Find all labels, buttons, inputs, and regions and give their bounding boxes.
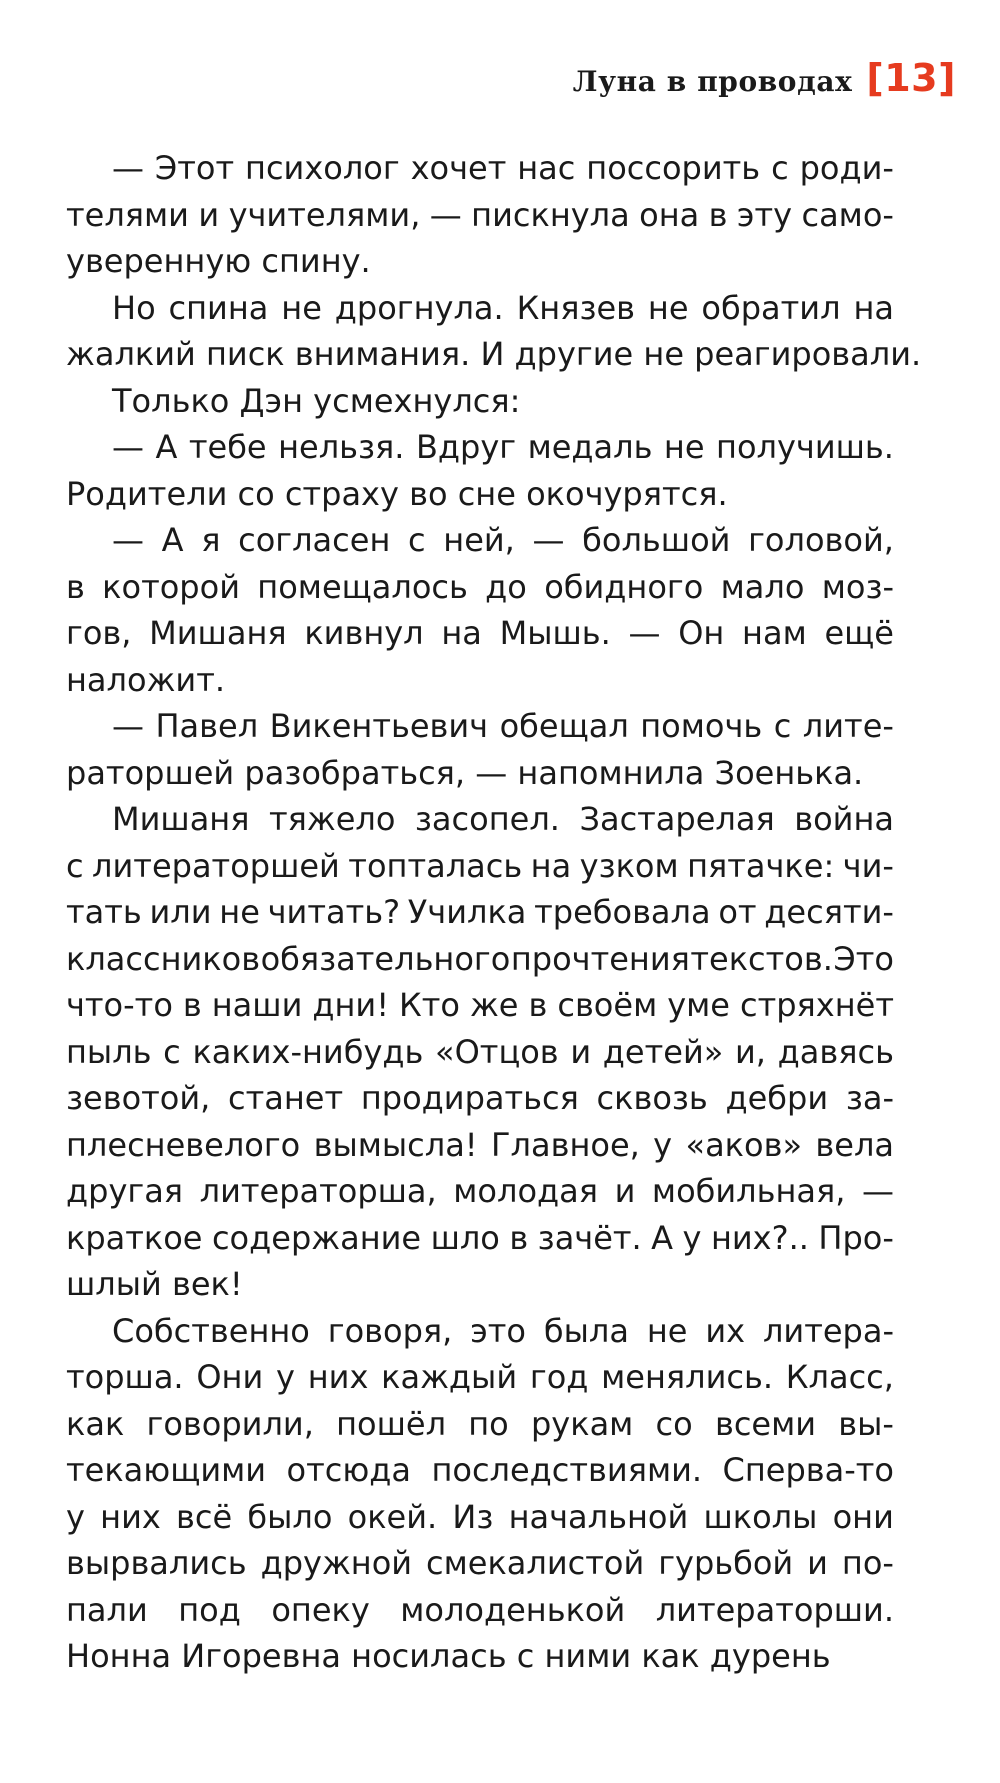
text-line: с литераторшей топталась на узком пятачке: чи- bbox=[66, 846, 894, 885]
paragraph bbox=[66, 145, 894, 285]
paragraph bbox=[66, 1308, 894, 1680]
text-line: — Павел Викентьевич обещал помочь с лите- bbox=[112, 707, 894, 745]
text-line: вырвались дружной смекалистой гурьбой и по- bbox=[66, 1544, 894, 1582]
text-line: пыль с каких-нибудь «Отцов и детей» и, давясь bbox=[66, 1032, 894, 1071]
paragraph bbox=[66, 703, 894, 796]
text-line: — А я согласен с ней, — большой головой, bbox=[112, 521, 894, 559]
text-line: шлый век! bbox=[66, 1265, 243, 1303]
text-line: раторшей разобраться, — напомнила Зоенька. bbox=[66, 753, 864, 792]
paragraph bbox=[66, 378, 894, 425]
running-title: Луна в проводах bbox=[572, 65, 853, 98]
body-text bbox=[66, 145, 922, 1680]
running-header bbox=[573, 56, 956, 100]
text-line: Собственно говоря, это была не их литера- bbox=[112, 1311, 894, 1350]
text-line: что-то в наши дни! Кто же в своём уме стряхнёт bbox=[66, 986, 894, 1024]
text-line: торша. Они у них каждый год менялись. Класс, bbox=[66, 1358, 894, 1396]
text-line: наложит. bbox=[66, 660, 225, 699]
text-line: Но спина не дрогнула. Князев не обратил на bbox=[112, 288, 894, 327]
text-line: текающими отсюда последствиями. Сперва-то bbox=[66, 1451, 894, 1489]
text-line: Только Дэн усмехнулся: bbox=[112, 381, 521, 420]
text-line: плесневелого вымысла! Главное, у «аков» вела bbox=[66, 1125, 894, 1164]
text-line: краткое содержание шло в зачёт. А у них?.. Про- bbox=[66, 1218, 894, 1257]
text-line: Мишаня тяжело засопел. Застарелая война bbox=[112, 800, 894, 838]
text-line: гов, Мишаня кивнул на Мышь. — Он нам ещё bbox=[66, 614, 894, 652]
paragraph bbox=[66, 517, 894, 703]
text-line: другая литераторша, молодая и мобильная, — bbox=[66, 1172, 894, 1210]
paragraph bbox=[66, 796, 894, 1308]
text-line: — А тебе нельзя. Вдруг медаль не получишь. bbox=[112, 428, 894, 466]
text-line: пали под опеку молоденькой литераторши. bbox=[66, 1590, 894, 1629]
text-line: телями и учителями, — пискнула она в эту само- bbox=[66, 195, 894, 234]
text-line: уверенную спину. bbox=[66, 242, 371, 280]
page-number: [13] bbox=[866, 56, 956, 100]
paragraph bbox=[66, 424, 894, 517]
text-line: Нонна Игоревна носилась с ними как дурень bbox=[66, 1637, 831, 1675]
paragraph bbox=[66, 285, 922, 378]
text-line: тать или не читать? Училка требовала от десяти- bbox=[66, 893, 894, 931]
text-line: у них всё было окей. Из начальной школы они bbox=[66, 1497, 894, 1536]
text-line: в которой помещалось до обидного мало моз- bbox=[66, 567, 894, 606]
text-line: — Этот психолог хочет нас поссорить с роди- bbox=[112, 149, 894, 187]
text-line: жалкий писк внимания. И другие не реагировали. bbox=[66, 335, 922, 373]
text-line: классников обязательного прочтения текстов. Это bbox=[66, 939, 894, 978]
text-line: как говорили, пошёл по рукам со всеми вы- bbox=[66, 1404, 894, 1443]
text-line: зевотой, станет продираться сквозь дебри за- bbox=[66, 1079, 894, 1117]
text-line: Родители со страху во сне окочурятся. bbox=[66, 474, 728, 513]
